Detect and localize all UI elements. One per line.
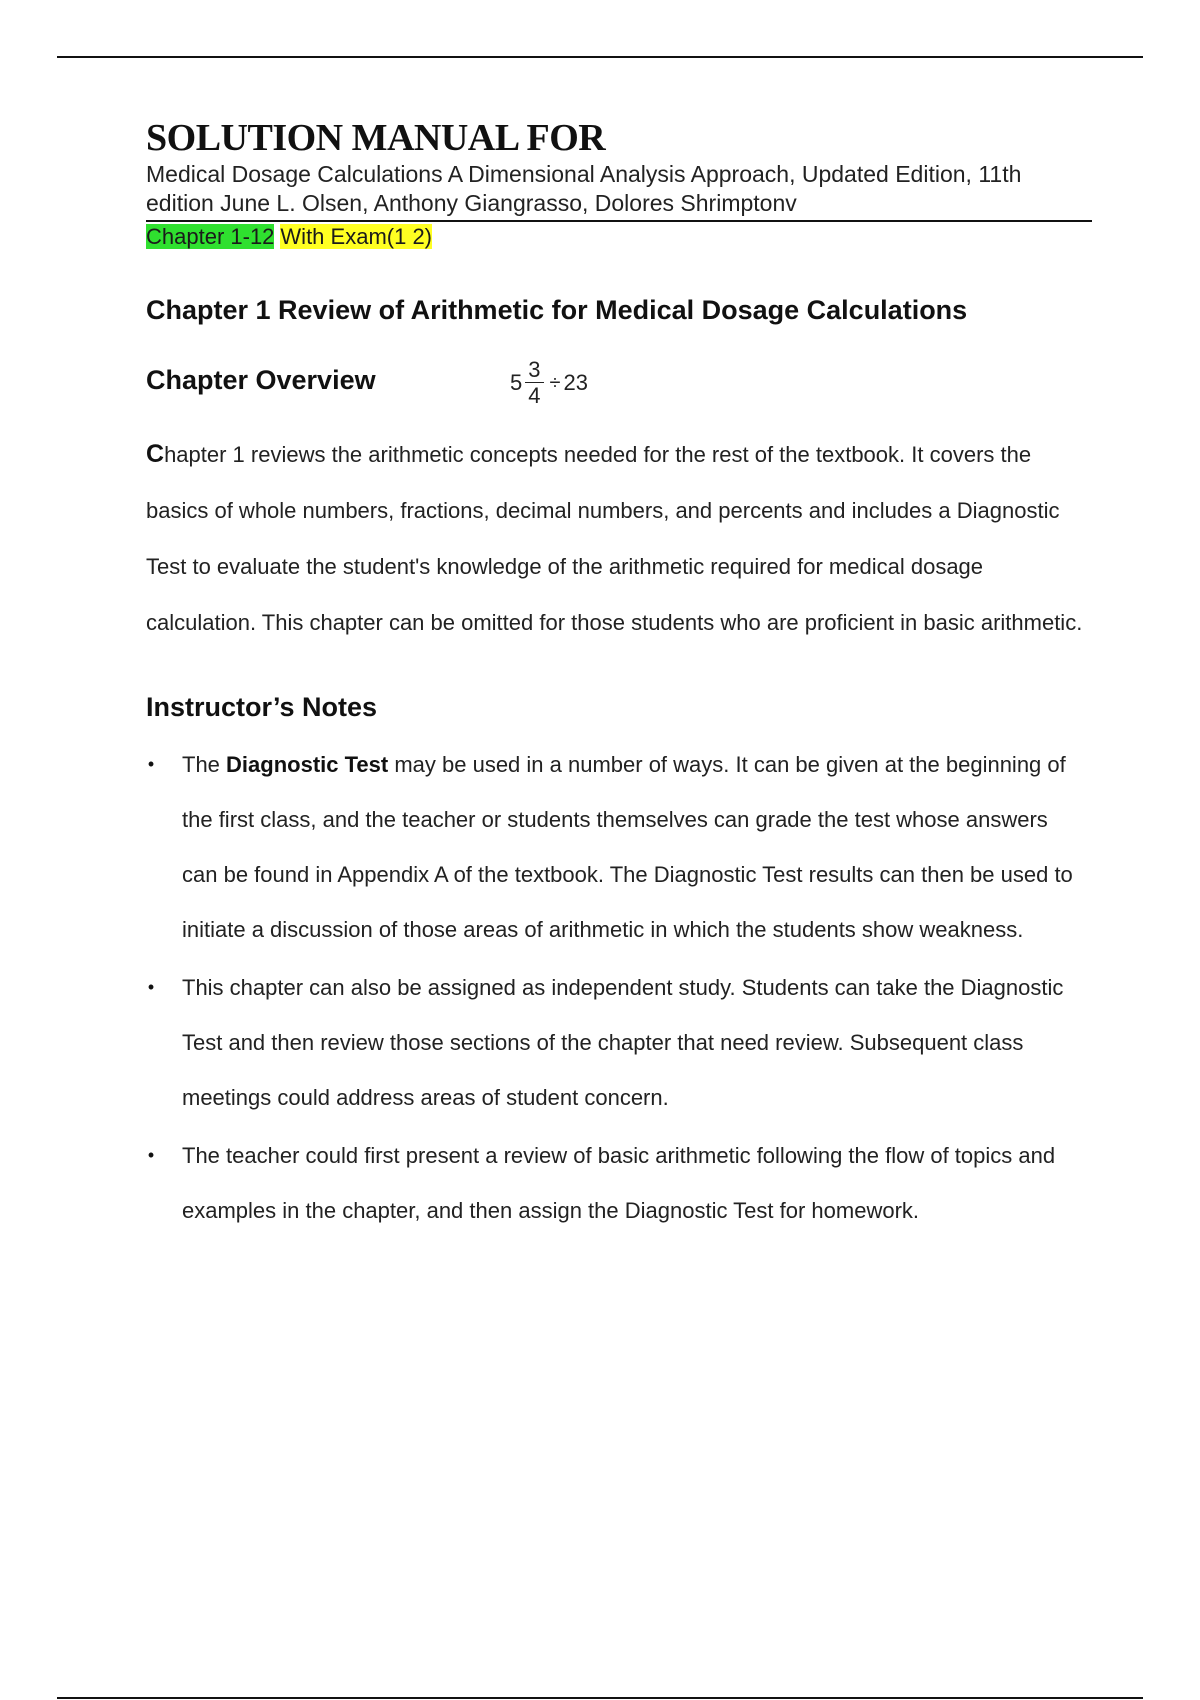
formula-fraction [525,358,543,409]
list-item [146,960,1082,1125]
bullet-icon: • [147,977,155,997]
overview-body: hapter 1 reviews the arithmetic concepts needed for the rest of the textbook. It covers the basics of whole numbers, fractions, decimal numbers, and percents and includes a Diagnostic Test to evaluate the student's knowledge of the arithmetic required for medical dosage calculation. This chapter can be omitted for those students who are proficient in basic arithmetic. [146,442,1083,635]
overview-first-letter: C [146,440,165,468]
bullet-text: The teacher could first present a review of basic arithmetic following the flow of topics and examples in the chapter, and then assign the Diagnostic Test for homework. [182,1143,1056,1223]
formula-whole: 5 [510,370,523,395]
chapters-highlight-tag: Chapter 1-12 [146,224,275,249]
exam-highlight-tag: With Exam(1 2) [280,224,433,249]
chapter-heading: Chapter 1 Review of Arithmetic for Medical Dosage Calculations [146,295,968,325]
bullet-lead: The [182,752,227,777]
formula-denominator: 4 [528,382,541,408]
formula-numerator: 3 [525,358,543,383]
formula-operator: ÷ [549,371,561,394]
bullet-icon: • [147,754,155,774]
list-item [146,1128,1082,1238]
document-title: SOLUTION MANUAL FOR [146,117,606,159]
chapter-tags [146,223,1092,250]
bullet-bold-term: Diagnostic Test [226,752,389,777]
instructor-notes-heading: Instructor’s Notes [146,692,378,722]
top-rule [57,56,1143,58]
bullet-icon: • [147,1145,155,1165]
overview-paragraph [146,426,1086,651]
overview-heading: Chapter Overview [146,365,376,395]
bullet-text: This chapter can also be assigned as independent study. Students can take the Diagnostic Test and then review those sections of the chapter that need review. Subsequent class meetings could address areas of student concern. [182,975,1064,1110]
bullet-text: may be used in a number of ways. It can be given at the beginning of the first class, and the teacher or students themselves can grade the test whose answers can be found in Appendix A of the textbook. The Diagnostic Test results can then be used to initiate a discussion of those areas of arithmetic in which the students show weakness. [182,752,1073,942]
page-content [146,118,1092,1238]
formula-divisor: 23 [563,370,588,395]
overview-row [146,350,1092,420]
mixed-number-formula [510,350,588,416]
list-item [146,737,1082,957]
document-subtitle: Medical Dosage Calculations A Dimensional Analysis Approach, Updated Edition, 11th edition June L. Olsen, Anthony Giangrasso, Dolores Shrimptonv [146,160,1092,222]
instructor-notes-list [146,737,1092,1238]
bottom-rule [57,1697,1143,1699]
